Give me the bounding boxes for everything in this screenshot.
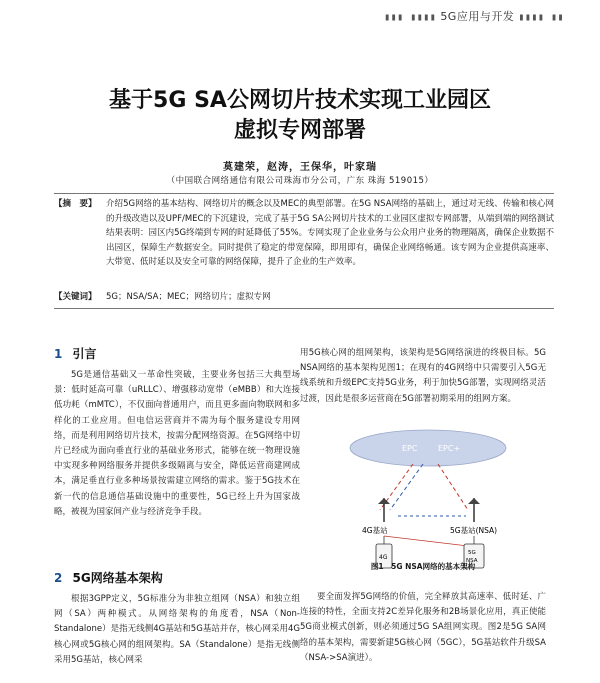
section-2 — [54, 570, 300, 668]
right-column-lower — [300, 590, 546, 666]
section-tag-text: 5G应用与开发 — [440, 10, 515, 23]
core-cloud-icon — [350, 430, 506, 466]
affiliation: （中国联合网络通信有限公司珠海市分公司，广东 珠海 519015） — [166, 176, 434, 186]
ue-4g-label: 4G — [379, 554, 388, 561]
section-1-paragraph: 5G是通信基础又一革命性突破，主要业务包括三大典型场景：低时延高可靠（uRLLC）、增强移动宽带（eMBB）和大连接低功耗（mMTC），不仅面向普通用户，而且更多面向物联网和多样化的工业应用。但电信运营商并不需为每个服务建设专用网络，而是利用网络切片技术，按需分配网络资源。在5G网络中切片已经成为面向垂直行业的基础业务形式，能够在统一物理设施中实现多种网络服务并提供多级隔离与安全，降低运营商建网成本，满足垂直行业多种场景按需建立网络的需求。鉴于5G技术在新一代的信息通信基础设施中的重要性，5G已经上升为国家战略，被视为国家间产业与经济竞争手段。 — [54, 370, 300, 517]
base-station-5g-icon — [468, 498, 480, 522]
header-bars-icon-right: ▮▮▮▮ ▮▮ — [518, 12, 564, 23]
ue-5g-label-bottom: NSA — [466, 558, 478, 564]
figure-caption: 图1 5G NSA网络的基本架构 — [370, 562, 476, 571]
keywords-text: 5G；NSA/SA；MEC；网络切片；虚拟专网 — [106, 292, 271, 302]
authors: 莫建荣，赵涛，王保华，叶家瑞 — [223, 162, 377, 173]
keywords-label: 【关键词】 — [54, 292, 97, 302]
right-lower-paragraph: 要全面发挥5G网络的价值，完全释放其高速率、低时延、广连接的特性，全面支持2C差异化服务和2B场景化应用，真正使能5G商业模式创新，则必须通过5G SA组网实现。图2是5G SA网络的基本架构，需要新建5G核心网（5GC），5G基站软件升级SA（NSA->SA演进）。 — [300, 592, 546, 663]
header-bars-icon: ▮▮▮ ▮▮▮▮ — [384, 12, 437, 23]
top-divider — [54, 193, 554, 194]
section-2-paragraph: 根据3GPP定义，5G标准分为非独立组网（NSA）和独立组网（SA）两种模式。从网络架构的角度看，NSA（Non-Standalone）是指无线侧4G基站和5G基站并存，核心网采用4G核心网或5G核心网的组网架构。SA（Standalone）是指无线侧采用5G基站，核心网采 — [54, 594, 300, 665]
section-2-heading — [54, 570, 300, 586]
abstract-label: 【摘 要】 — [54, 199, 97, 209]
right-column-top — [300, 346, 546, 407]
nsa-architecture-figure — [318, 420, 538, 570]
ue-link-dual — [384, 536, 468, 546]
title-line-2: 虚拟专网部署 — [233, 118, 366, 143]
section-2-number: 2 — [54, 571, 63, 585]
paper-title — [0, 86, 600, 146]
base-station-4g-icon — [378, 498, 390, 522]
epc-label: EPC — [402, 444, 418, 453]
section-1 — [54, 346, 300, 520]
section-1-heading — [54, 346, 300, 362]
title-line-1: 基于5G SA公网切片技术实现工业园区 — [109, 88, 491, 113]
bottom-divider — [54, 308, 554, 309]
section-1-number: 1 — [54, 347, 63, 361]
bs-5g-label: 5G基站(NSA) — [450, 526, 498, 535]
keywords-block — [54, 290, 554, 304]
ue-5g-label-top: 5G — [468, 550, 476, 556]
section-1-title: 引言 — [72, 347, 97, 361]
section-2-title: 5G网络基本架构 — [72, 571, 163, 585]
core-link-4g-blue — [390, 464, 423, 510]
abstract-block — [54, 197, 554, 270]
right-column-paragraph: 用5G核心网的组网架构，该架构是5G网络演进的终极目标。5G NSA网络的基本架构见图1；在现有的4G网络中只需要引入5G无线系统和升级EPC支持5G业务，利于加快5G部署，实现网络灵活过渡，因此是很多运营商在5G部署初期采用的组网方案。 — [300, 348, 546, 404]
journal-section-tag — [384, 8, 564, 24]
bs-4g-label: 4G基站 — [362, 526, 388, 535]
epc-plus-label: EPC+ — [438, 444, 461, 453]
core-link-5g-red — [438, 464, 468, 510]
abstract-text: 介绍5G网络的基本结构、网络切片的概念以及MEC的典型部署。在5G NSA网络的基础上，通过对无线、传输和核心网的升级改造以及UPF/MEC的下沉建设，完成了基于5G SA公网切片技术的工业园区虚拟专网部署，从端到端的网络测试结果表明：园区内5G终端到专网的时延降低了55%。专网实现了企业业务与公众用户业务的物理隔离，确保企业数据不出园区，保障生产数据安全。同时提供了稳定的带宽保障，即用即有，确保企业网络畅通。该专网为企业提供高速率、大带宽、低时延以及安全可靠的网络保障，提升了企业的生产效率。 — [106, 199, 554, 268]
